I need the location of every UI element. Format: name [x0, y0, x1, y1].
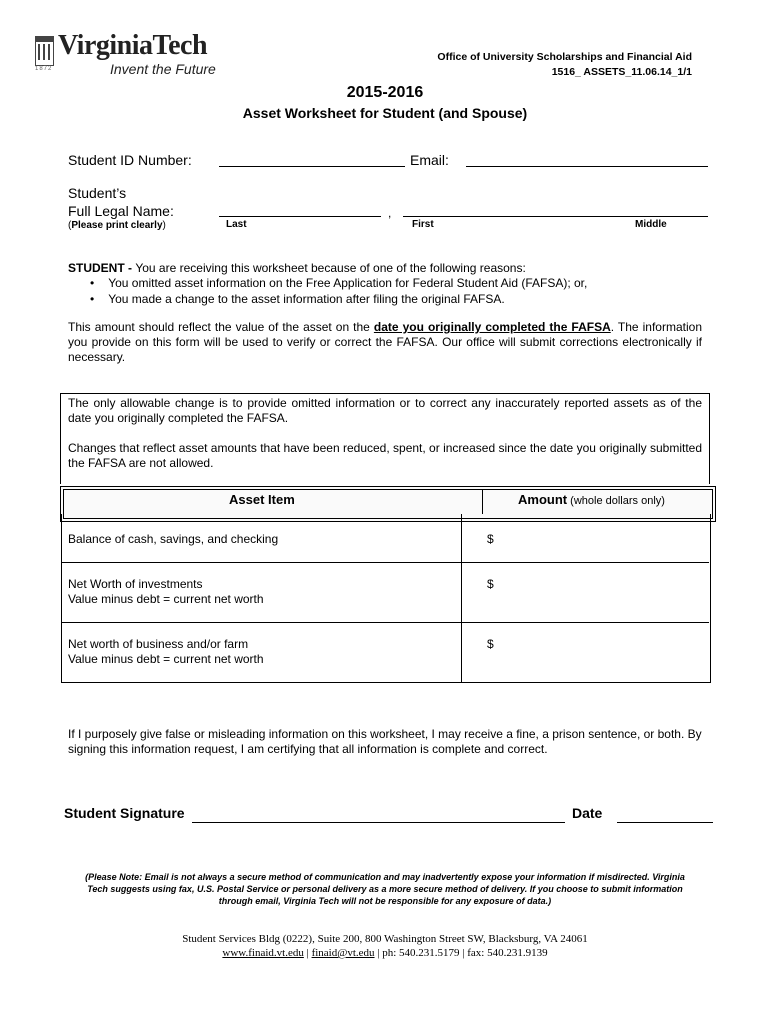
middle-caption: Middle — [635, 219, 667, 230]
row-divider — [61, 622, 709, 623]
signature-label: Student Signature — [64, 805, 185, 821]
student-reason-lead: STUDENT - You are receiving this worksheet because of one of the following reasons: — [68, 261, 526, 275]
logo-wordmark: VirginiaTech — [58, 30, 208, 61]
last-name-field[interactable] — [219, 216, 381, 217]
first-middle-name-field[interactable] — [403, 216, 708, 217]
email-label: Email: — [410, 152, 449, 168]
row-divider — [61, 562, 709, 563]
email-field[interactable] — [466, 166, 708, 167]
table-row-cash-amount[interactable]: $ — [487, 532, 494, 546]
office-address: Student Services Bldg (0222), Suite 200, 800 Washington Street SW, Blacksburg, VA 24061 — [182, 933, 588, 945]
form-code: 1516_ ASSETS_11.06.14_1/1 — [551, 66, 692, 78]
table-row-investments-label: Net Worth of investments — [68, 577, 203, 591]
table-row-investments-sublabel: Value minus debt = current net worth — [68, 592, 264, 606]
notice-paragraph-2: Changes that reflect asset amounts that have been reduced, spent, or increased since the date you originally submitted the FAFSA are not allowed. — [68, 441, 702, 470]
name-comma: , — [388, 206, 392, 220]
col-amount: Amount (whole dollars only) — [518, 492, 665, 507]
name-label-line2: Full Legal Name: — [68, 203, 174, 219]
logo-tagline: Invent the Future — [110, 61, 216, 77]
first-caption: First — [412, 219, 434, 230]
col-asset-item: Asset Item — [229, 492, 295, 507]
student-id-field[interactable] — [219, 166, 405, 167]
bullet-2: • You made a change to the asset information after filing the original FAFSA. — [90, 292, 505, 306]
bullet-1: • You omitted asset information on the Free Application for Federal Student Aid (FAFSA); or, — [90, 276, 588, 290]
student-id-label: Student ID Number: — [68, 152, 192, 168]
email-security-note: (Please Note: Email is not always a secure method of communication and may inadvertently expose your information if misdirected. Virginia Tech suggests using fax, U.S. Postal Service or personal delivery as a more secure method of delivery. If you choose to submit information through email, Virginia Tech will not be responsible for any exposure of data.) — [85, 872, 685, 906]
website-link[interactable]: www.finaid.vt.edu — [222, 947, 304, 959]
office-name: Office of University Scholarships and Financial Aid — [437, 51, 692, 63]
name-label-line1: Student’s — [68, 185, 127, 201]
notice-paragraph-1: The only allowable change is to provide omitted information or to correct any inaccurately reported assets as of the date you originally completed the FAFSA. — [68, 396, 702, 425]
last-caption: Last — [226, 219, 247, 230]
contact-line: www.finaid.vt.edu | finaid@vt.edu | ph: 540.231.5179 | fax: 540.231.9139 — [222, 947, 548, 959]
page-title: Asset Worksheet for Student (and Spouse) — [242, 105, 528, 121]
column-divider — [461, 514, 462, 682]
table-row-cash-label: Balance of cash, savings, and checking — [68, 532, 279, 546]
table-row-business-amount[interactable]: $ — [487, 637, 494, 651]
table-row-business-label: Net worth of business and/or farm — [68, 637, 249, 651]
vt-logo-icon — [35, 36, 54, 66]
form-year: 2015-2016 — [346, 84, 424, 101]
table-row-investments-amount[interactable]: $ — [487, 577, 494, 591]
amount-paragraph: This amount should reflect the value of the asset on the date you originally completed the FAFSA. The information you provide on this form will be used to verify or correct the FAFSA. Our office will submit corrections electronically if necessary. — [68, 320, 702, 364]
logo-year: 1872 — [35, 66, 53, 72]
bullet-icon: • — [90, 276, 95, 290]
date-field[interactable] — [617, 822, 713, 823]
print-note: (Please print clearly) — [68, 220, 166, 231]
header-divider — [482, 490, 483, 514]
bullet-icon: • — [90, 292, 95, 306]
certification-text: If I purposely give false or misleading information on this worksheet, I may receive a fine, a prison sentence, or both. By signing this information request, I am certifying that all information is complete and correct. — [68, 727, 702, 756]
email-link[interactable]: finaid@vt.edu — [311, 947, 375, 959]
table-row-business-sublabel: Value minus debt = current net worth — [68, 652, 264, 666]
date-label: Date — [572, 805, 603, 821]
signature-field[interactable] — [192, 822, 565, 823]
